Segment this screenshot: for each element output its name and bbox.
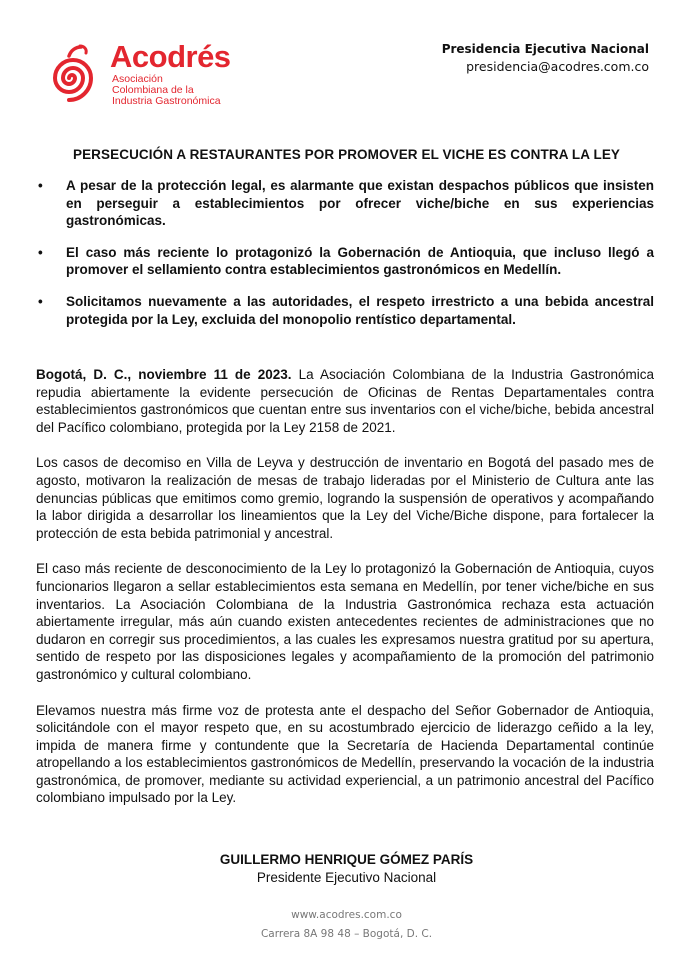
document-title: PERSECUCIÓN A RESTAURANTES POR PROMOVER EL VICHE ES CONTRA LA LEY: [72, 147, 621, 162]
signatory-name: GUILLERMO HENRIQUE GÓMEZ PARÍS: [219, 852, 474, 867]
header-contact: [442, 40, 649, 76]
bullet-icon: •: [38, 178, 43, 193]
contact-email: presidencia@acodres.com.co: [466, 59, 649, 74]
bullet-list: [36, 177, 654, 342]
list-item: • A pesar de la protección legal, es alarmante que existan despachos públicos que insisten en perseguir a establecimientos por ofrecer viche/biche en sus experiencias gastronómicas.: [38, 178, 654, 229]
signature-block: [0, 851, 693, 887]
document-body: [36, 366, 654, 825]
page-footer: [0, 906, 693, 944]
acodres-logo: [42, 36, 242, 108]
signatory-role: Presidente Ejecutivo Nacional: [256, 870, 437, 885]
footer-address: Carrera 8A 98 48 – Bogotá, D. C.: [260, 928, 433, 940]
dateline: Bogotá, D. C., noviembre 11 de 2023.: [36, 367, 292, 382]
paragraph: Bogotá, D. C., noviembre 11 de 2023. La Asociación Colombiana de la Industria Gastronómica repudia abiertamente la evidente persecución de Oficinas de Rentas Departamentales contra establecimientos gastronómicos que cuentan entre sus inventarios con el viche/biche, bebida ancestral del Pacífico colombiano, protegida por la Ley 2158 de 2021.: [36, 367, 655, 435]
paragraph: El caso más reciente de desconocimiento de la Ley lo protagonizó la Gobernación de Antioquia, cuyos funcionarios llegaron a sellar establecimientos esta semana en Medellín, por tener viche/biche en sus inventarios. La Asociación Colombiana de la Industria Gastronómica rechaza esta actuación abiertamente irregular, más aún cuando existen antecedentes recientes de administraciones que no dudaron en corregir sus procedimientos, a las cuales les expresamos nuestra gratitud por su apertura, sentido de respeto por las disposiciones legales y acompañamiento de la promoción del patrimonio gastronómico y cultural colombiano.: [36, 561, 654, 682]
brand-name: Acodrés: [110, 39, 231, 74]
bullet-icon: •: [38, 293, 43, 309]
list-item: • El caso más reciente lo protagonizó la Gobernación de Antioquia, que incluso llegó a promover el sellamiento contra establecimientos gastronómicos en Medellín.: [38, 244, 654, 278]
brand-subtitle: Asociación Colombiana de la Industria Gastronómica: [112, 73, 221, 107]
spiral-logo-icon: [42, 42, 102, 108]
list-item: • Solicitamos nuevamente a las autoridades, el respeto irrestricto a una bebida ancestral protegida por la Ley, excluida del monopolio rentístico departamental.: [38, 293, 654, 327]
paragraph: Los casos de decomiso en Villa de Leyva y destrucción de inventario en Bogotá del pasado mes de agosto, motivaron la realización de mesas de trabajo lideradas por el Ministerio de Cultura ante las denuncias públicas que emitimos como gremio, logrando la suspensión de operativos y acompañando la labor dirigida a desarrollar los lineamientos que la Ley del Viche/Biche dispone, para fortalecer la protección de esta bebida patrimonial y ancestral.: [36, 455, 654, 541]
bullet-icon: •: [38, 244, 43, 260]
contact-title: Presidencia Ejecutiva Nacional: [441, 42, 649, 56]
footer-website: www.acodres.com.co: [291, 909, 402, 921]
paragraph: Elevamos nuestra más firme voz de protesta ante el despacho del Señor Gobernador de Antioquia, solicitándole con el mayor respeto que, en su acostumbrado ejercicio de liderazgo ceñido a la ley, impida de manera firme y contundente que la Secretaría de Hacienda Departamental continúe atropellando a los establecimientos gastronómicos de Medellín, preservando la vocación de la industria gastronómica, de promover, mediante su actividad experiencial, a un patrimonio ancestral del Pacífico colombiano impulsado por la Ley.: [36, 702, 654, 806]
